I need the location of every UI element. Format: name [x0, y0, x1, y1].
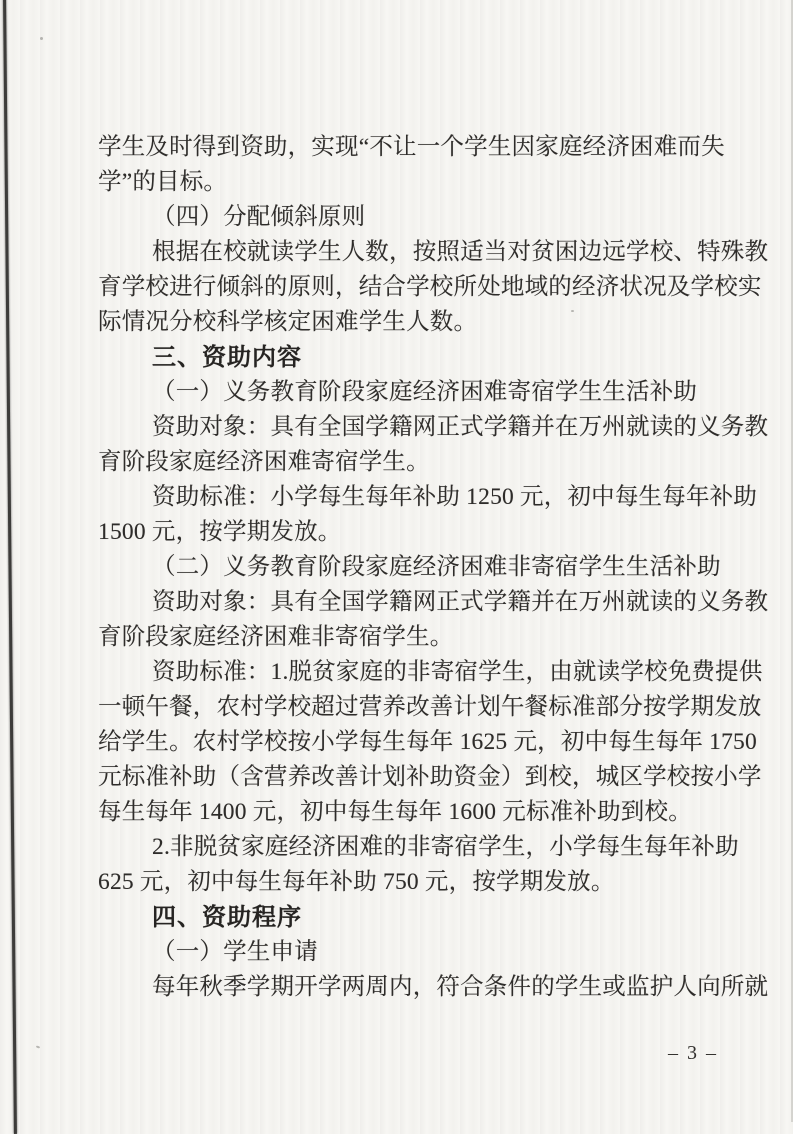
page-number: – 3 – [668, 1042, 718, 1064]
document-body [98, 130, 769, 1005]
scan-edge-left-line [3, 0, 17, 1134]
text-line: （二）义务教育阶段家庭经济困难非寄宿学生生活补助 [152, 554, 721, 580]
text-line: 资助对象：具有全国学籍网正式学籍并在万州就读的义务教 [152, 414, 769, 440]
text-line: 际情况分校科学核定困难学生人数。 [98, 309, 478, 335]
text-line: 根据在校就读学生人数，按照适当对贫困边远学校、特殊教 [152, 239, 769, 265]
text-line: 1500 元，按学期发放。 [98, 519, 342, 545]
text-line: 每年秋季学期开学两周内，符合条件的学生或监护人向所就 [152, 974, 769, 1000]
text-line: 625 元，初中每生每年补助 750 元，按学期发放。 [98, 869, 615, 895]
scan-speck [36, 1045, 40, 1048]
text-line: 每生每年 1400 元，初中每生每年 1600 元标准补助到校。 [98, 799, 692, 825]
text-line: 四、资助程序 [152, 904, 302, 931]
text-line: 育学校进行倾斜的原则，结合学校所处地域的经济状况及学校实 [98, 274, 762, 300]
text-line: （一）义务教育阶段家庭经济困难寄宿学生生活补助 [152, 379, 698, 405]
text-line: 给学生。农村学校按小学每生每年 1625 元，初中每生每年 1750 [98, 729, 757, 755]
text-line: （一）学生申请 [152, 939, 318, 965]
text-line: 资助标准：1.脱贫家庭的非寄宿学生，由就读学校免费提供 [152, 659, 763, 685]
text-line: 元标准补助（含营养改善计划补助资金）到校，城区学校按小学 [98, 764, 762, 790]
text-line: 学生及时得到资助，实现“不让一个学生因家庭经济困难而失 [98, 134, 725, 160]
text-line: 资助标准：小学每生每年补助 1250 元，初中每生每年补助 [152, 484, 758, 510]
text-line: 育阶段家庭经济困难寄宿学生。 [98, 449, 430, 475]
text-line: （四）分配倾斜原则 [152, 204, 366, 230]
text-line: 2.非脱贫家庭经济困难的非寄宿学生，小学每生每年补助 [152, 834, 739, 860]
text-line: 学”的目标。 [98, 169, 228, 195]
text-line: 育阶段家庭经济困难非寄宿学生。 [98, 624, 454, 650]
text-line: 一顿午餐，农村学校超过营养改善计划午餐标准部分按学期发放 [98, 694, 762, 720]
scan-speck [40, 37, 43, 40]
text-line: 资助对象：具有全国学籍网正式学籍并在万州就读的义务教 [152, 589, 769, 615]
text-line: 三、资助内容 [152, 344, 302, 371]
